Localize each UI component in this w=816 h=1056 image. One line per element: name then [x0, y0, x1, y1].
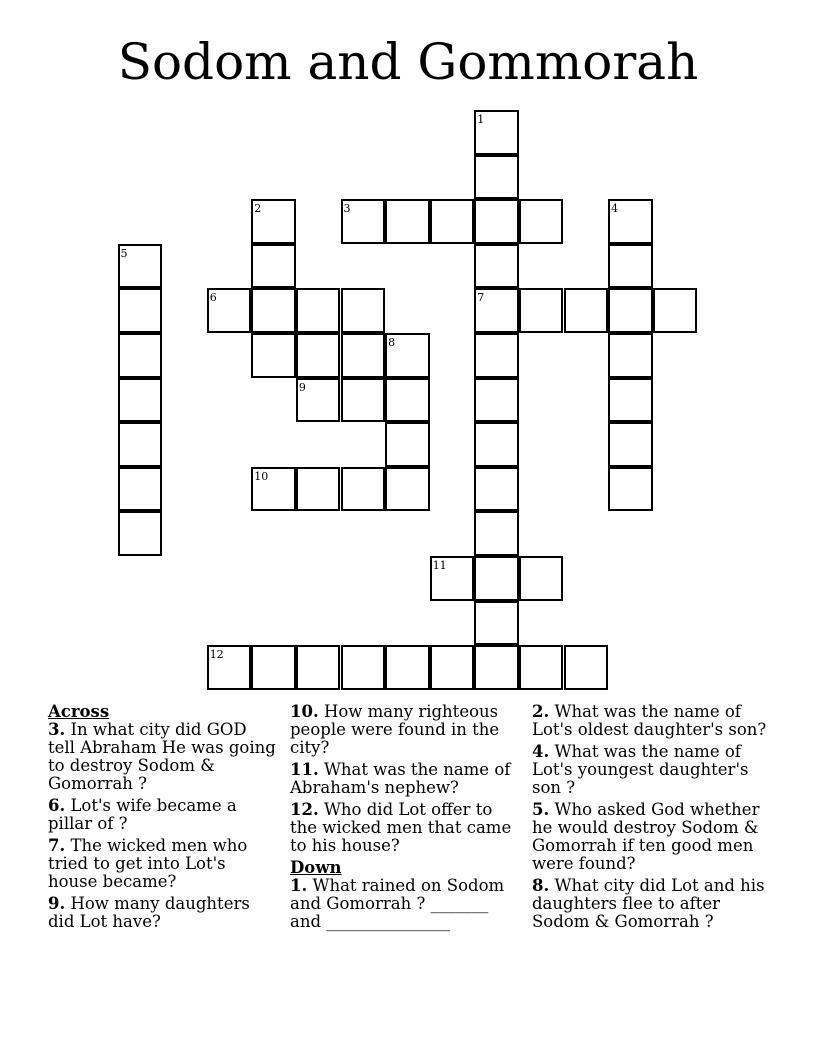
grid-cell[interactable]: [519, 645, 564, 690]
grid-cell[interactable]: [519, 199, 564, 244]
clue-down-4: 4. What was the name of Lot's youngest daughter's son ?: [532, 742, 749, 797]
grid-cell[interactable]: [608, 199, 653, 244]
grid-cell[interactable]: [385, 422, 430, 467]
grid-cell[interactable]: [251, 199, 296, 244]
grid-cell[interactable]: [474, 511, 519, 556]
grid-cell[interactable]: [207, 645, 252, 690]
cell-number: 2: [254, 202, 262, 216]
grid-cell[interactable]: [118, 511, 163, 556]
grid-cell[interactable]: [474, 601, 519, 646]
grid-cell[interactable]: [341, 645, 386, 690]
grid-cell[interactable]: [474, 333, 519, 378]
clue-across-12: 12. Who did Lot offer to the wicked men that came to his house?: [290, 800, 512, 855]
grid-cell[interactable]: [118, 378, 163, 423]
cell-number: 4: [611, 202, 619, 216]
clue-across-11: 11. What was the name of Abraham's nephew?: [290, 760, 511, 797]
grid-cell[interactable]: [251, 645, 296, 690]
grid-cell[interactable]: [474, 467, 519, 512]
grid-cell[interactable]: [474, 110, 519, 155]
grid-cell[interactable]: [608, 288, 653, 333]
clue-across-10: 10. How many righteous people were found in the city?: [290, 702, 500, 757]
cell-number: 10: [254, 469, 269, 483]
grid-cell[interactable]: [519, 288, 564, 333]
clue-down-1: 1. What rained on Sodom and Gomorrah ? _______ and _______________: [290, 876, 505, 931]
across-header: Across: [48, 702, 110, 721]
grid-cell[interactable]: [564, 288, 609, 333]
grid-cell[interactable]: [207, 288, 252, 333]
grid-cell[interactable]: [118, 333, 163, 378]
cell-number: 7: [477, 291, 485, 305]
clue-across-6: 6. Lot's wife became a pillar of ?: [48, 796, 237, 833]
page-title: Sodom and Gommorah: [117, 33, 699, 91]
grid-cell[interactable]: [341, 333, 386, 378]
grid-cell[interactable]: [608, 467, 653, 512]
grid-cell[interactable]: [118, 288, 163, 333]
clue-down-2: 2. What was the name of Lot's oldest daughter's son?: [532, 702, 767, 739]
cell-number: 9: [298, 380, 306, 394]
grid-cell[interactable]: [118, 244, 163, 289]
grid-cell[interactable]: [341, 199, 386, 244]
clue-column-3: [532, 703, 768, 935]
grid-cell[interactable]: [474, 199, 519, 244]
grid-cell[interactable]: [251, 288, 296, 333]
grid-cell[interactable]: [519, 556, 564, 601]
cell-number: 8: [388, 336, 396, 349]
grid-cell[interactable]: [608, 244, 653, 289]
grid-cell[interactable]: [474, 288, 519, 333]
grid-cell[interactable]: [118, 422, 163, 467]
grid-cell[interactable]: [430, 645, 475, 690]
clue-across-9: 9. How many daughters did Lot have?: [48, 894, 250, 931]
grid-cell[interactable]: [341, 378, 386, 423]
grid-cell[interactable]: [251, 244, 296, 289]
grid-cell[interactable]: [385, 333, 430, 378]
grid-cell[interactable]: [296, 467, 341, 512]
grid-cell[interactable]: [251, 333, 296, 378]
grid-cell[interactable]: [296, 378, 341, 423]
grid-cell[interactable]: [608, 333, 653, 378]
grid-cell[interactable]: [296, 333, 341, 378]
cell-number: 5: [120, 246, 128, 260]
grid-cell[interactable]: [118, 467, 163, 512]
grid-cell[interactable]: [474, 422, 519, 467]
grid-cell[interactable]: [341, 467, 386, 512]
grid-cell[interactable]: [385, 645, 430, 690]
cell-number: 6: [209, 291, 217, 305]
grid-cell[interactable]: [296, 645, 341, 690]
grid-cell[interactable]: [474, 645, 519, 690]
grid-cell[interactable]: [430, 199, 475, 244]
clue-down-5: 5. Who asked God whether he would destroy Sodom & Gomorrah if ten good men were found?: [532, 800, 760, 873]
grid-cell[interactable]: [608, 422, 653, 467]
grid-cell[interactable]: [385, 199, 430, 244]
cell-number: 3: [343, 202, 351, 216]
clue-column-1: [48, 703, 278, 935]
grid-cell[interactable]: [474, 378, 519, 423]
grid-cell[interactable]: [474, 155, 519, 200]
clue-across-7: 7. The wicked men who tried to get into Lot's house became?: [48, 836, 248, 891]
cell-number: 12: [209, 648, 224, 662]
grid-cell[interactable]: [474, 244, 519, 289]
grid-cell[interactable]: [474, 556, 519, 601]
grid-cell[interactable]: [564, 645, 609, 690]
down-header: Down: [290, 858, 342, 877]
cell-number: 11: [432, 559, 447, 572]
grid-cell[interactable]: [385, 467, 430, 512]
grid-cell[interactable]: [251, 467, 296, 512]
grid-cell[interactable]: [653, 288, 698, 333]
grid-cell[interactable]: [341, 288, 386, 333]
grid-cell[interactable]: [430, 556, 475, 601]
grid-cell[interactable]: [385, 378, 430, 423]
clue-down-8: 8. What city did Lot and his daughters flee to after Sodom & Gomorrah ?: [532, 876, 765, 931]
cell-number: 1: [477, 113, 485, 126]
clue-across-3: 3. In what city did GOD tell Abraham He was going to destroy Sodom & Gomorrah ?: [48, 720, 276, 793]
grid-cell[interactable]: [608, 378, 653, 423]
grid-cell[interactable]: [296, 288, 341, 333]
clue-column-2: [290, 703, 518, 935]
